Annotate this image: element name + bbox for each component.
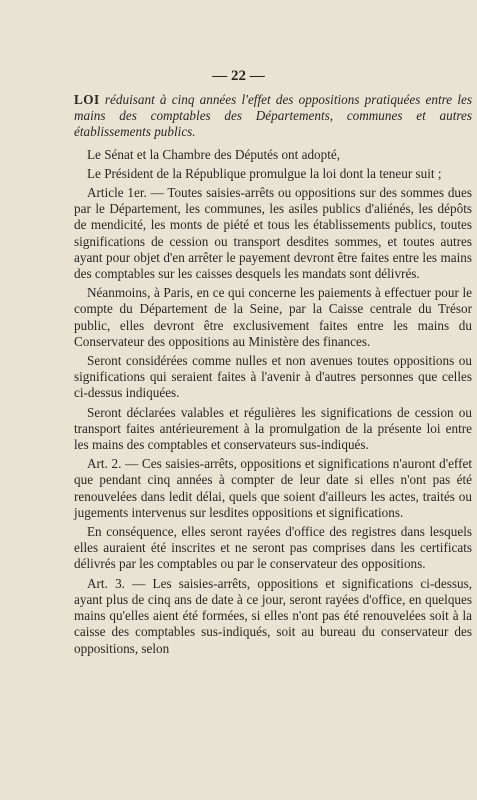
- document-body: [74, 92, 472, 660]
- law-title: [74, 92, 472, 141]
- paragraph-article-2: Art. 2. — Ces saisies-arrêts, oppositions et significations n'auront d'effet que pendant cinq années à compter de leur date si elles n'ont pas été renouvelées dans ledit délai, quels que soient d'ailleurs les actes, traités ou jugements intervenus sur lesdites oppositions et significations.: [74, 456, 472, 520]
- paragraph-paris: Néanmoins, à Paris, en ce qui concerne les paiements à effectuer pour le compte du Département de la Seine, par la Caisse centrale du Trésor public, elles devront être exclusivement faites entre les mains du Conservateur des oppositions au Ministère des finances.: [74, 285, 472, 349]
- law-title-text: réduisant à cinq années l'effet des oppositions pratiquées entre les mains des comptables des Départements, communes et autres établissements publics.: [74, 92, 473, 140]
- law-title-lead: LOI: [74, 92, 100, 107]
- paragraph-validity: Seront déclarées valables et régulières les significations de cession ou transport faites antérieurement à la promulgation de la présente loi entre les mains des comptables et conservateurs sus-indiqués.: [74, 404, 472, 453]
- paragraph-promulgation: Le Président de la République promulgue la loi dont la teneur suit ;: [87, 165, 442, 181]
- paragraph-consequence: En conséquence, elles seront rayées d'office des registres dans lesquels elles auraient été inscrites et ne seront pas comprises dans les certificats délivrés par les comptables ou par le conservateur des oppositions.: [74, 524, 472, 572]
- paragraph-article-3: Art. 3. — Les saisies-arrêts, oppositions et significations ci-dessus, ayant plus de cinq ans de date à ce jour, seront rayées d'office, en quelques mains qu'elles aient été formées, si elles n'ont pas été renouvelées soit à la caisse des comptables sus-indiqués, soit au bureau du conservateur des oppositions, selon: [74, 575, 472, 656]
- paragraph-nullity: Seront considérées comme nulles et non avenues toutes oppositions ou significations qui seraient faites à l'avenir à d'autres personnes que celles ci-dessus indiquées.: [74, 353, 472, 401]
- page-number: — 22 —: [212, 68, 265, 84]
- paragraph-article-1: Article 1er. — Toutes saisies-arrêts ou oppositions sur des sommes dues par le Département, les communes, les asiles publics d'aliénés, les dépôts de mendicité, les monts de piété et tous les établissements publics, toutes significations de cession ou transport desdites sommes, et toutes autres ayant pour objet d'en arrêter le payement devront être faites entre les mains des comptables sur les caisses desquels les mandats sont délivrés.: [74, 185, 472, 282]
- paragraph-adoption: Le Sénat et la Chambre des Députés ont adopté,: [87, 146, 341, 162]
